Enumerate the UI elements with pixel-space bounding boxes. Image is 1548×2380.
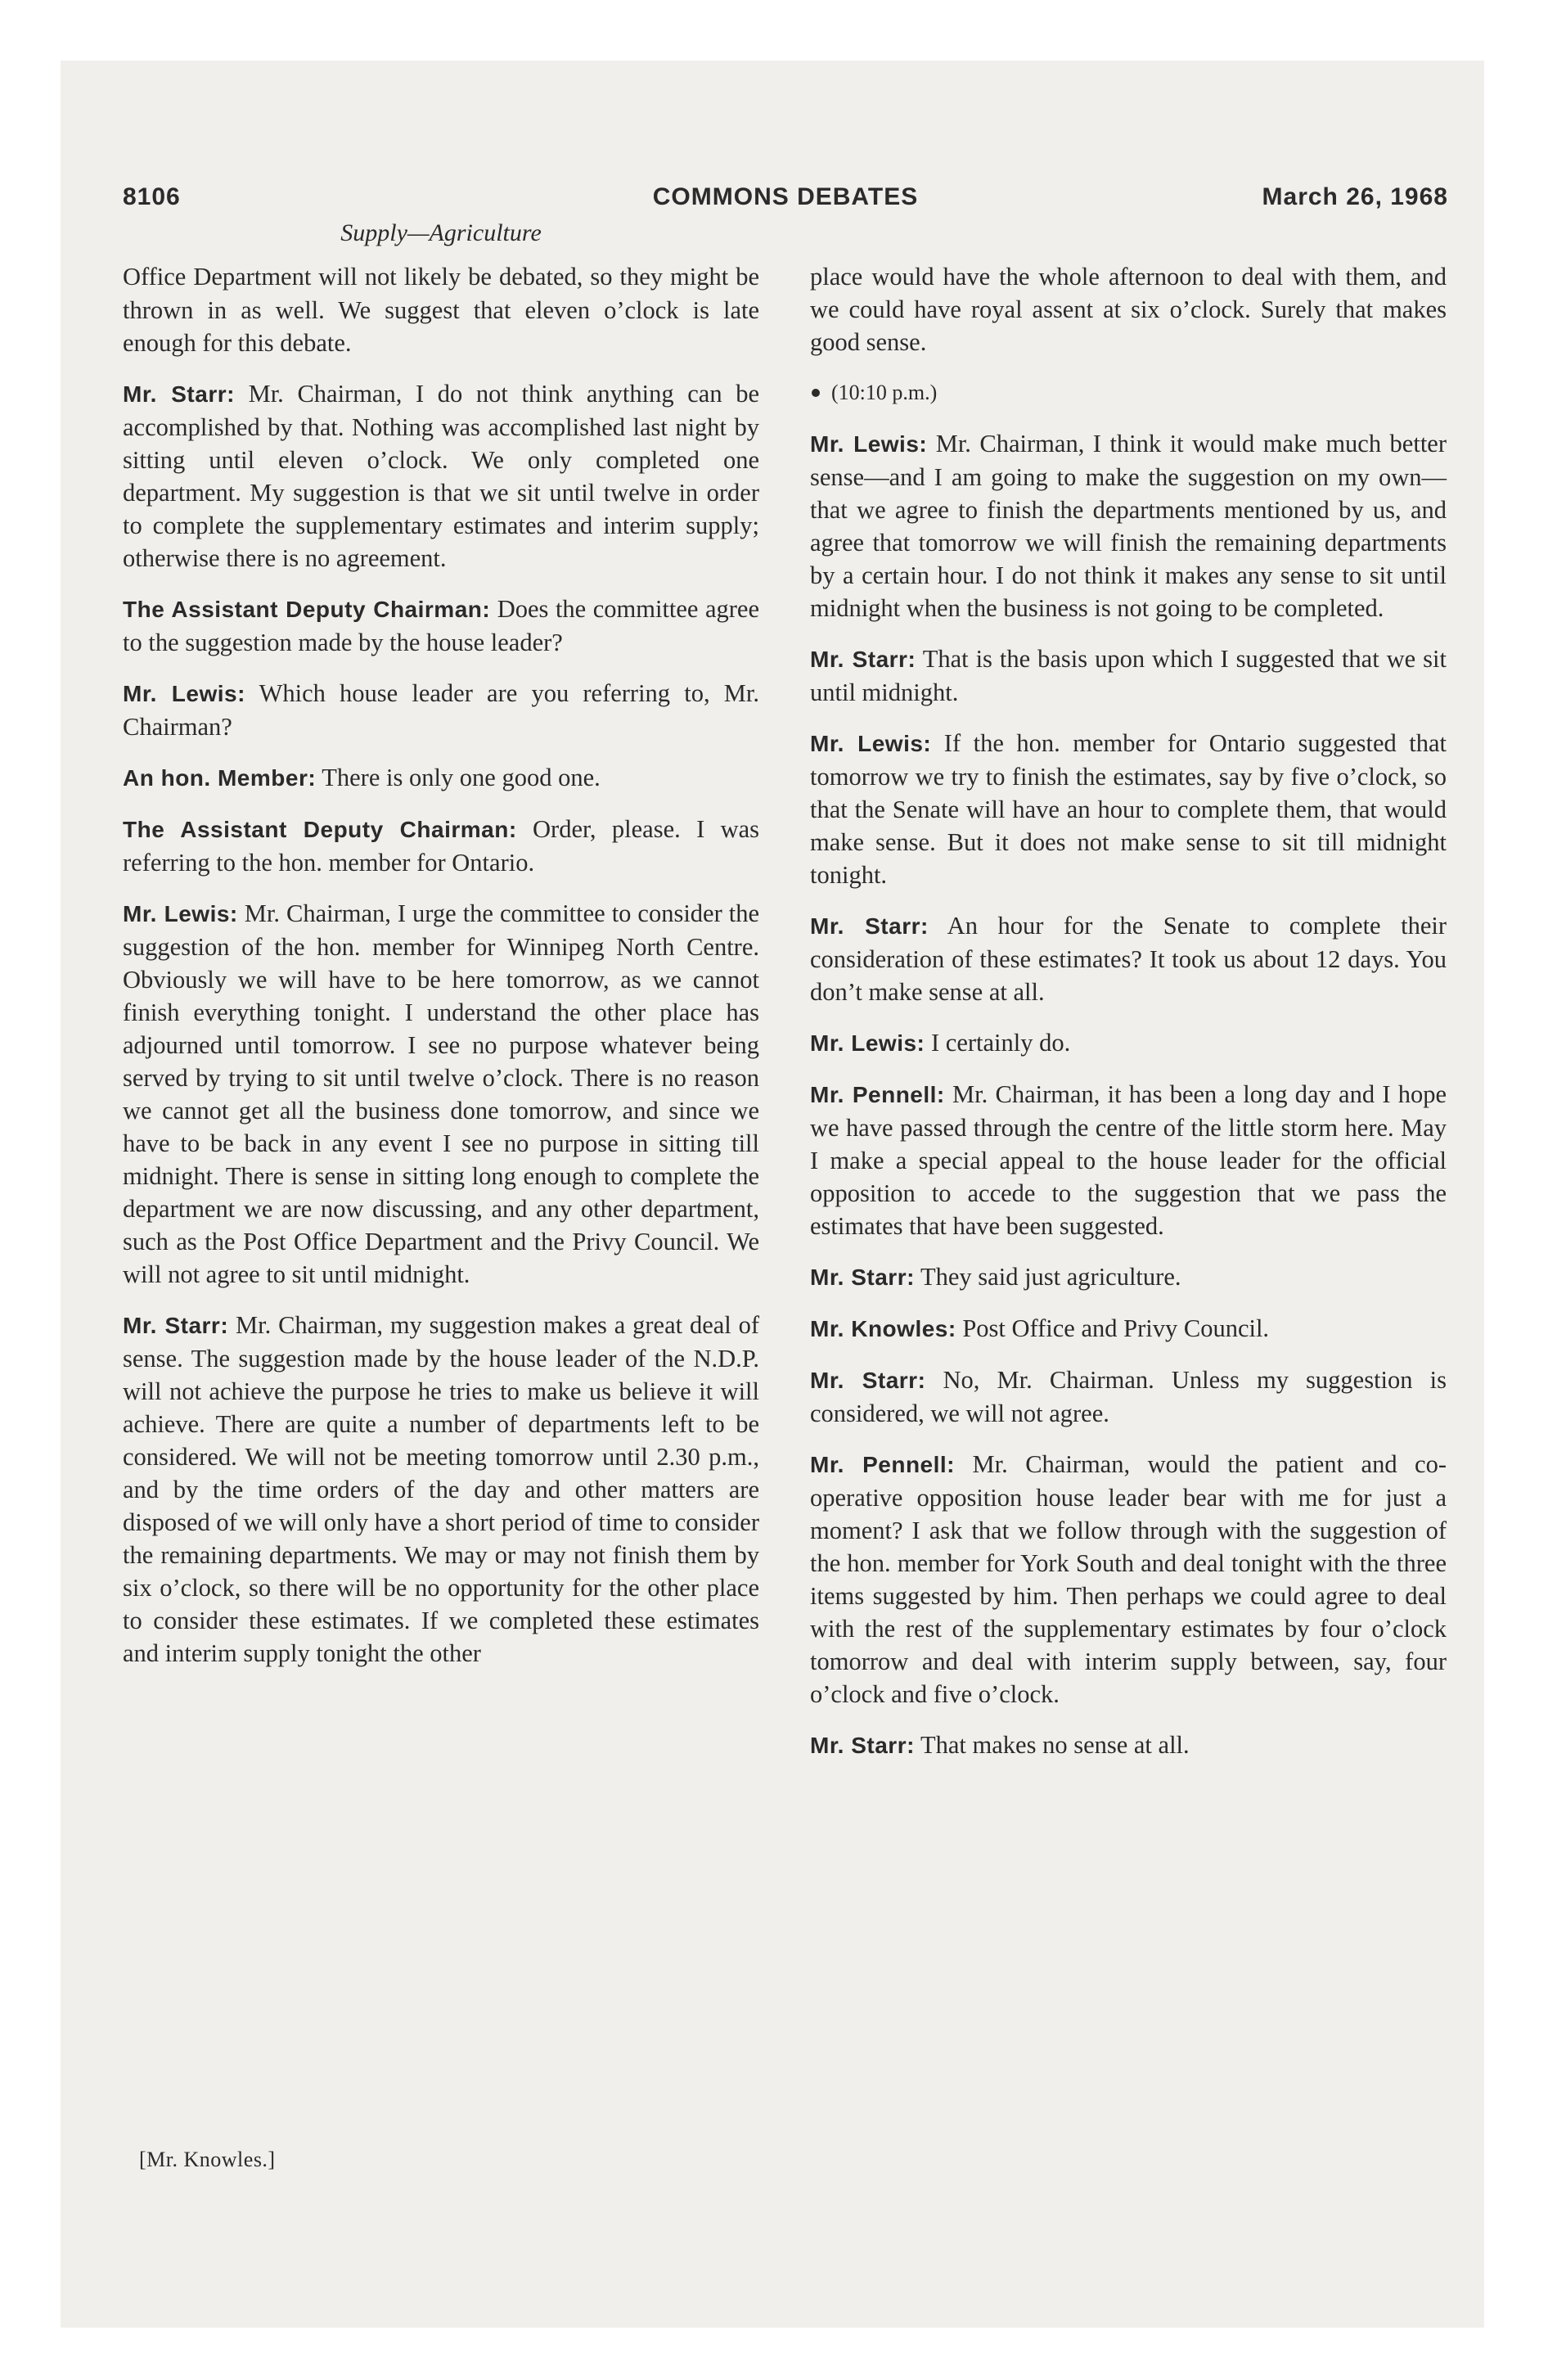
paragraph <box>810 1312 1447 1346</box>
speaker-name: Mr. Lewis: <box>123 681 245 706</box>
speaker-name: Mr. Knowles: <box>810 1316 956 1341</box>
speech-text: Mr. Chairman, would the patient and co-operative opposition house leader bear with me for just a moment? I ask that we follow through with the suggestion of the hon. member for York South and deal tonight with the three items suggested by him. Then perhaps we could agree to deal with the rest of the supplementary estimates by four o’clock tomorrow and deal with interim supply between, say, four o’clock and five o’clock. <box>810 1450 1447 1708</box>
speaker-name: Mr. Lewis: <box>810 431 928 457</box>
speech-text: Mr. Chairman, I do not think anything can be accomplished by that. Nothing was accomplished last night by sitting until eleven o’clock. We only completed one department. My suggestion is that we sit until twelve in order to complete the supplementary estimates and interim supply; otherwise there is no agreement. <box>123 380 759 572</box>
speech-text: Does the committee agree to the suggestion made by the house leader? <box>123 595 760 656</box>
speaker-name: Mr. Pennell: <box>810 1452 956 1477</box>
speaker-name: Mr. Starr: <box>810 647 916 672</box>
speech-text: Mr. Chairman, it has been a long day and I hope we have passed through the centre of the little storm here. May I make a special appeal to the house leader for the official opposition to accede to the suggestion that we pass the estimates that have been suggested. <box>810 1080 1447 1240</box>
left-column <box>123 260 759 1688</box>
speaker-name: Mr. Lewis: <box>123 901 238 926</box>
speech-text: That makes no sense at all. <box>920 1731 1190 1759</box>
paragraph <box>123 897 759 1291</box>
paragraph <box>123 377 759 575</box>
page-header <box>123 183 1448 219</box>
speech-text: place would have the whole afternoon to deal with them, and we could have royal assent at six o’clock. Surely that makes good sense. <box>810 263 1447 356</box>
speech-text: Mr. Chairman, I urge the committee to consider the suggestion of the hon. member for Winnipeg North Centre. Obviously we will have to be here tomorrow, as we cannot finish everything tonight. I understand the other place has adjourned until tomorrow. I see no purpose whatever being served by trying to sit until twelve o’clock. There is no reason we cannot get all the business done tomorrow, and since we have to be back in any event I see no purpose in sitting till midnight. There is sense in sitting long enough to complete the department we are now discussing, and any other department, such as the Post Office Department and the Privy Council. We will not agree to sit until midnight. <box>123 899 760 1288</box>
speech-text: Mr. Chairman, my suggestion makes a great deal of sense. The suggestion made by the house leader of the N.D.P. will not achieve the purpose he tries to make us believe it will achieve. There are quite a number of departments left to be considered. We will not be meeting tomorrow until 2.30 p.m., and by the time orders of the day and other matters are disposed of we will only have a short period of time to consider the remaining departments. We may or may not finish them by six o’clock, so there will be no opportunity for the other place to consider these estimates. If we completed these estimates and interim supply tonight the other <box>123 1311 759 1667</box>
paragraph <box>810 1729 1447 1762</box>
speaker-name: Mr. Starr: <box>123 381 235 407</box>
speaker-name: Mr. Pennell: <box>810 1082 945 1107</box>
speech-text: Which house leader are you referring to, Mr. Chairman? <box>123 679 759 741</box>
paragraph <box>810 427 1447 624</box>
footer-note: [Mr. Knowles.] <box>139 2148 276 2171</box>
right-column <box>810 260 1447 1780</box>
paragraph <box>810 1026 1447 1060</box>
paragraph <box>123 260 759 359</box>
speech-text: Order, please. I was referring to the hon. member for Ontario. <box>123 815 760 877</box>
publication-date: March 26, 1968 <box>1262 183 1448 210</box>
speech-text: If the hon. member for Ontario suggested that tomorrow we try to finish the estimates, say by five o’clock, so that the Senate will have an hour to complete them, that would make sense. But it does not make sense to sit till midnight tonight. <box>810 729 1447 889</box>
speech-text: That is the basis upon which I suggested that we sit until midnight. <box>810 645 1447 706</box>
speaker-name: An hon. Member: <box>123 765 317 791</box>
paragraph <box>123 677 759 743</box>
paragraph <box>123 813 759 879</box>
paragraph <box>810 1448 1447 1711</box>
paragraph <box>810 642 1447 709</box>
time-marker <box>810 376 1447 409</box>
speaker-name: Mr. Starr: <box>123 1313 229 1338</box>
speech-text: Mr. Chairman, I think it would make much better sense—and I am going to make the suggestion on my own—that we agree to finish the departments mentioned by us, and agree that tomorrow we will finish the remaining departments by a certain hour. I do not think it makes any sense to sit until midnight when the business is not going to be completed. <box>810 430 1447 622</box>
time-marker-text: (10:10 p.m.) <box>831 381 938 404</box>
speaker-name: Mr. Lewis: <box>810 1030 925 1056</box>
speaker-name: Mr. Starr: <box>810 1368 926 1393</box>
speaker-name: Mr. Starr: <box>810 1264 915 1290</box>
paragraph <box>123 593 759 659</box>
paragraph <box>810 260 1447 358</box>
speech-text: There is only one good one. <box>322 764 601 791</box>
speech-text: Post Office and Privy Council. <box>962 1314 1270 1342</box>
speech-text: An hour for the Senate to complete their consideration of these estimates? It took us about 12 days. You don’t make sense at all. <box>810 912 1447 1006</box>
speech-text: They said just agriculture. <box>920 1263 1181 1291</box>
publication-title: COMMONS DEBATES <box>652 183 919 210</box>
speaker-name: Mr. Lewis: <box>810 731 932 756</box>
speech-text: Office Department will not likely be debated, so they might be thrown in as well. We suggest that eleven o’clock is late enough for this debate. <box>123 263 759 357</box>
speaker-name: The Assistant Deputy Chairman: <box>123 817 517 842</box>
paragraph <box>810 1078 1447 1242</box>
paragraph <box>810 1260 1447 1294</box>
paragraph <box>810 1364 1447 1430</box>
speaker-name: Mr. Starr: <box>810 913 929 939</box>
paragraph <box>810 727 1447 891</box>
section-subject: Supply—Agriculture <box>340 219 542 246</box>
speech-text: No, Mr. Chairman. Unless my suggestion is considered, we will not agree. <box>810 1366 1447 1427</box>
speaker-name: The Assistant Deputy Chairman: <box>123 597 491 622</box>
speaker-name: Mr. Starr: <box>810 1733 915 1758</box>
paragraph <box>123 761 759 795</box>
page-number: 8106 <box>123 183 181 210</box>
bullet-icon <box>812 389 820 397</box>
speech-text: I certainly do. <box>931 1029 1071 1057</box>
paragraph <box>810 909 1447 1008</box>
paragraph <box>123 1309 759 1670</box>
